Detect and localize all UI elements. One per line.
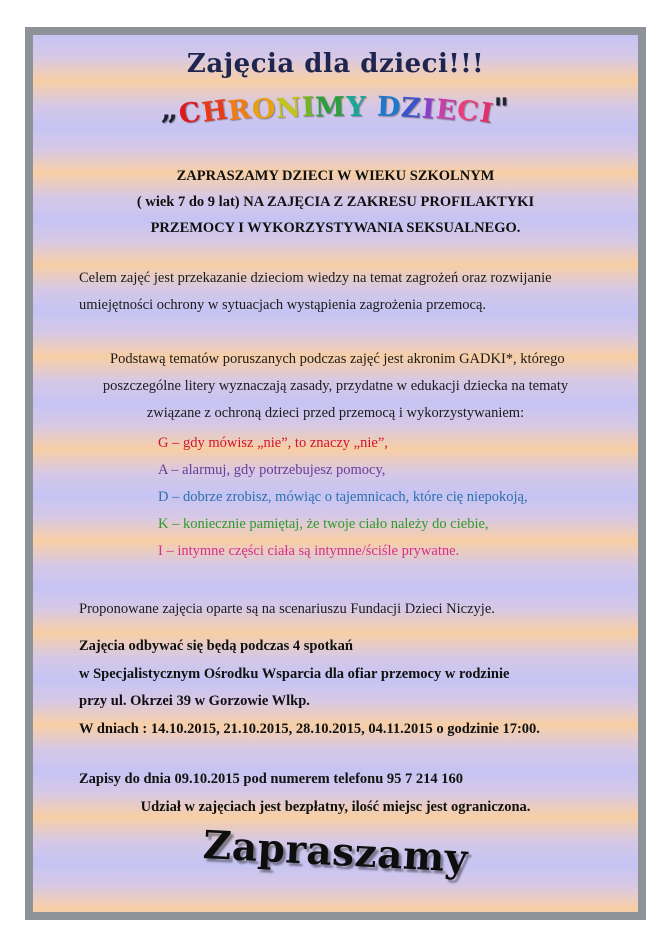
scenario-paragraph: Proponowane zajęcia oparte są na scenariuszu Fundacji Dzieci Niczyje. [79, 601, 495, 617]
slogan-letter: I [301, 91, 317, 124]
slogan-letter: D [376, 91, 403, 124]
goal-line-2: umiejętności ochrony w sytuacjach wystąpienia zagrożenia przemocą. [79, 297, 487, 313]
slogan-letter: E [434, 93, 460, 128]
gadki-item-d: D – dobrze zrobisz, mówiąc o tajemnicach, które cię niepokoją, [158, 489, 528, 505]
details-line-1: Zajęcia odbywać się będą podczas 4 spotkań [79, 638, 353, 654]
details-line-2: w Specjalistycznym Ośrodku Wsparcia dla ofiar przemocy w rodzinie [79, 665, 510, 682]
intro-line-1: ZAPRASZAMY DZIECI W WIEKU SZKOLNYM [176, 168, 495, 184]
slogan-open-quote: „ [160, 92, 180, 127]
slogan-letter: M [315, 91, 347, 124]
page-title: Zajęcia dla dzieci!!! [186, 49, 485, 79]
slogan-close-quote: " [493, 92, 511, 127]
goal-paragraph [79, 265, 608, 319]
poster [33, 35, 638, 912]
slogan [33, 92, 638, 142]
slogan-letter: N [275, 92, 303, 125]
intro-text [33, 163, 638, 241]
slogan-letter: R [226, 93, 254, 128]
slogan-letter: H [199, 94, 231, 129]
slogan-letter: Z [400, 92, 424, 125]
invite-text: Zapraszamy [201, 822, 470, 882]
details-line-3: przy ul. Okrzei 39 w Gorzowie Wlkp. [79, 693, 310, 709]
gadki-item-a: A – alarmuj, gdy potrzebujesz pomocy, [158, 462, 386, 478]
slogan-letter: I [420, 93, 438, 126]
slogan-letters [176, 91, 496, 131]
slogan-letter: C [455, 94, 482, 129]
slogan-letter: I [477, 97, 496, 130]
free-note: Udział w zajęciach jest bezpłatny, ilość miejsc jest ograniczona. [140, 799, 531, 815]
slogan-letter: C [176, 96, 204, 131]
gadki-item-g: G – gdy mówisz „nie”, to znaczy „nie”, [158, 435, 388, 451]
slogan-letter: Y [346, 92, 367, 123]
slogan-letter: O [250, 92, 278, 127]
gadki-item-k: K – koniecznie pamiętaj, że twoje ciało należy do ciebie, [158, 516, 489, 532]
gadki-item-i: I – intymne części ciała są intymne/ściśle prywatne. [158, 543, 460, 559]
gadki-intro-line-3: związane z ochroną dzieci przed przemocą i wykorzystywaniem: [146, 405, 525, 421]
intro-line-2: ( wiek 7 do 9 lat) NA ZAJĘCIA Z ZAKRESU PROFILAKTYKI [136, 194, 535, 210]
details-line-4: W dniach : 14.10.2015, 21.10.2015, 28.10.2015, 04.11.2015 o godzinie 17:00. [79, 720, 540, 737]
goal-line-1: Celem zajęć jest przekazanie dzieciom wiedzy na temat zagrożeń oraz rozwijanie [79, 270, 552, 286]
registration-info: Zapisy do dnia 09.10.2015 pod numerem telefonu 95 7 214 160 [79, 771, 464, 787]
gadki-list [158, 430, 528, 565]
poster-frame [25, 27, 646, 920]
gadki-intro-line-1: Podstawą tematów poruszanych podczas zajęć jest akronim GADKI*, którego [106, 351, 565, 367]
intro-line-3: PRZEMOCY I WYKORZYSTYWANIA SEKSUALNEGO. [150, 220, 521, 236]
gadki-intro-paragraph [73, 346, 598, 427]
meeting-details [79, 633, 618, 743]
gadki-intro-line-2: poszczególne litery wyznaczają zasady, przydatne w edukacji dziecka na tematy [102, 378, 569, 394]
